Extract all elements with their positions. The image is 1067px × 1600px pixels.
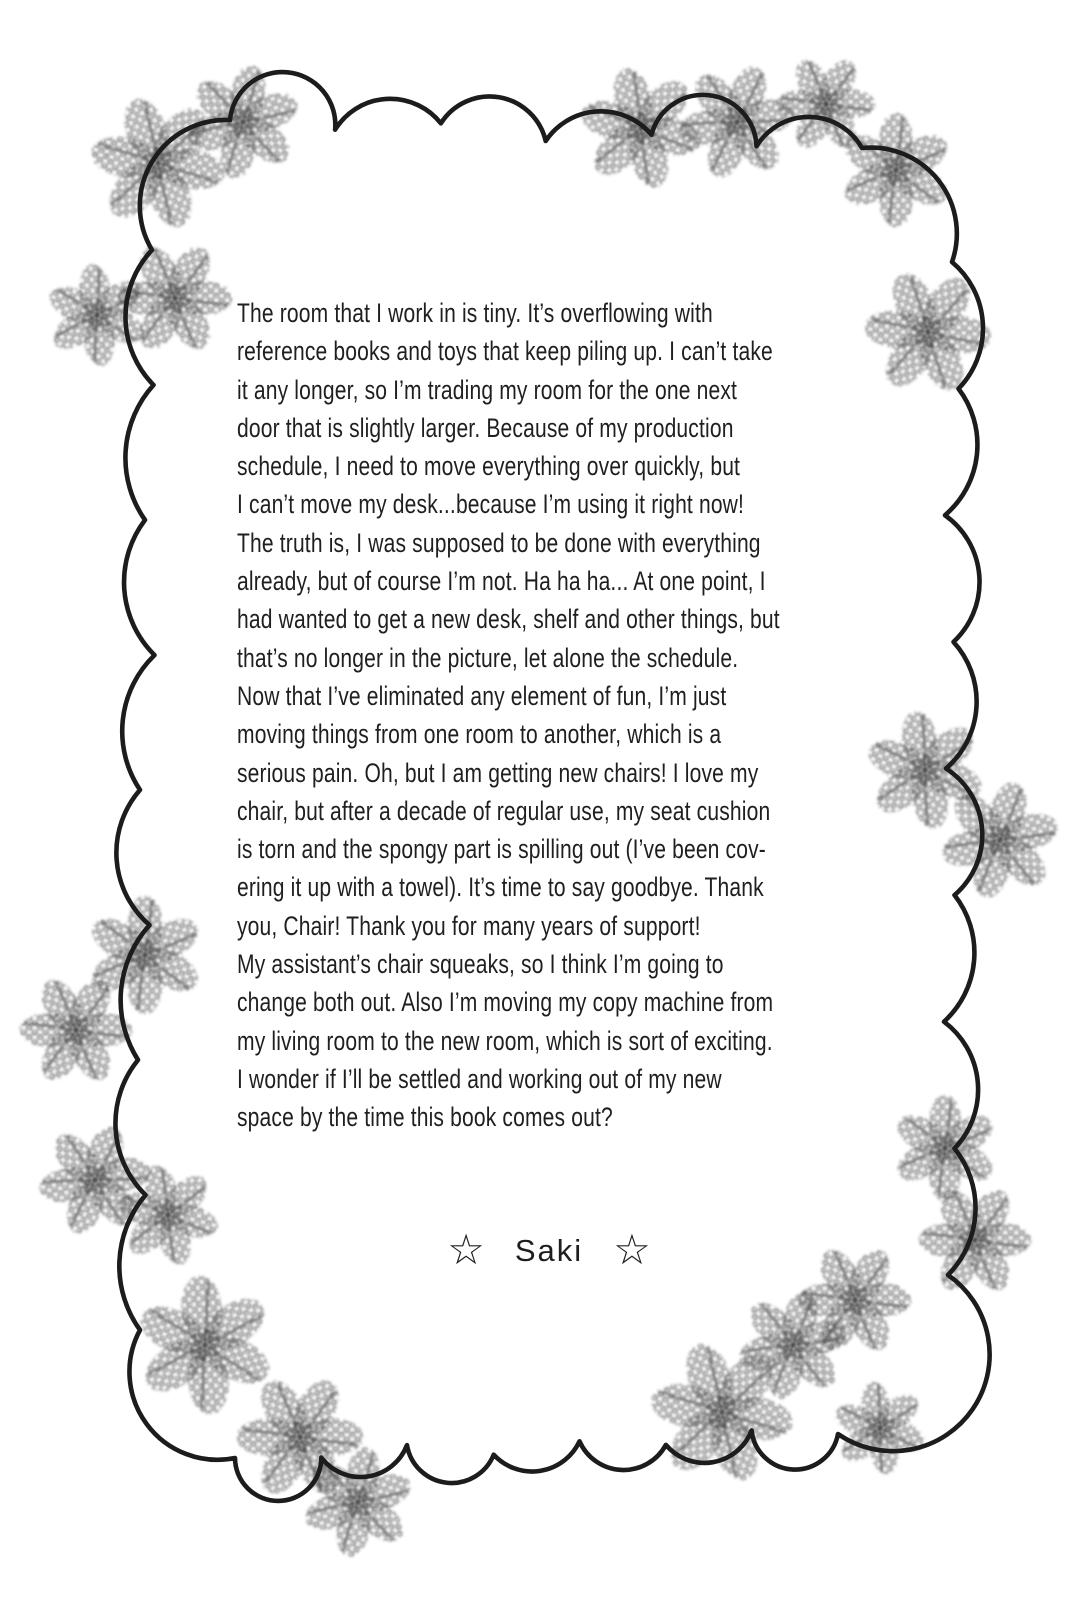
- text-line: My assistant’s chair squeaks, so I think I’m going to: [237, 949, 724, 980]
- text-line: you, Chair! Thank you for many years of support!: [237, 910, 701, 941]
- star-icon: ☆: [613, 1226, 651, 1273]
- text-line: already, but of course I’m not. Ha ha ha... At one point, I: [237, 566, 766, 597]
- text-line: I wonder if I’ll be settled and working out of my new: [237, 1063, 722, 1094]
- afterword-text: [237, 294, 861, 1137]
- text-line: change both out. Also I’m moving my copy machine from: [237, 987, 774, 1018]
- text-line: moving things from one room to another, which is a: [237, 719, 722, 750]
- text-line: ering it up with a towel). It’s time to say goodbye. Thank: [237, 872, 764, 903]
- text-line: chair, but after a decade of regular use, my seat cushion: [237, 795, 771, 826]
- halftone-flower: [820, 1367, 941, 1488]
- text-line: The truth is, I was supposed to be done with everything: [237, 527, 761, 558]
- star-icon: ☆: [447, 1226, 485, 1273]
- text-line: The room that I work in is tiny. It’s overflowing with: [237, 298, 713, 328]
- text-line: serious pain. Oh, but I am getting new chairs! I love my: [237, 757, 759, 788]
- author-name: Saki: [514, 1232, 584, 1268]
- text-line: is torn and the spongy part is spilling out (I’ve been cov-: [237, 834, 766, 865]
- author-signature: [237, 1222, 861, 1278]
- text-line: Now that I’ve eliminated any element of fun, I’m just: [237, 680, 727, 711]
- text-line: my living room to the new room, which is sort of exciting.: [237, 1025, 773, 1056]
- text-line: that’s no longer in the picture, let alone the schedule.: [237, 642, 739, 673]
- text-line: schedule, I need to move everything over quickly, but: [237, 451, 741, 482]
- halftone-flower: [859, 263, 996, 402]
- text-line: space by the time this book comes out?: [237, 1102, 613, 1133]
- text-line: had wanted to get a new desk, shelf and other things, but: [237, 604, 780, 635]
- text-line: I can’t move my desk...because I’m using it right now!: [237, 489, 745, 520]
- text-line: it any longer, so I’m trading my room for the one next: [237, 374, 738, 405]
- text-line: reference books and toys that keep piling up. I can’t take: [237, 336, 773, 367]
- halftone-flower: [20, 973, 132, 1087]
- text-line: door that is slightly larger. Because of my production: [237, 412, 734, 443]
